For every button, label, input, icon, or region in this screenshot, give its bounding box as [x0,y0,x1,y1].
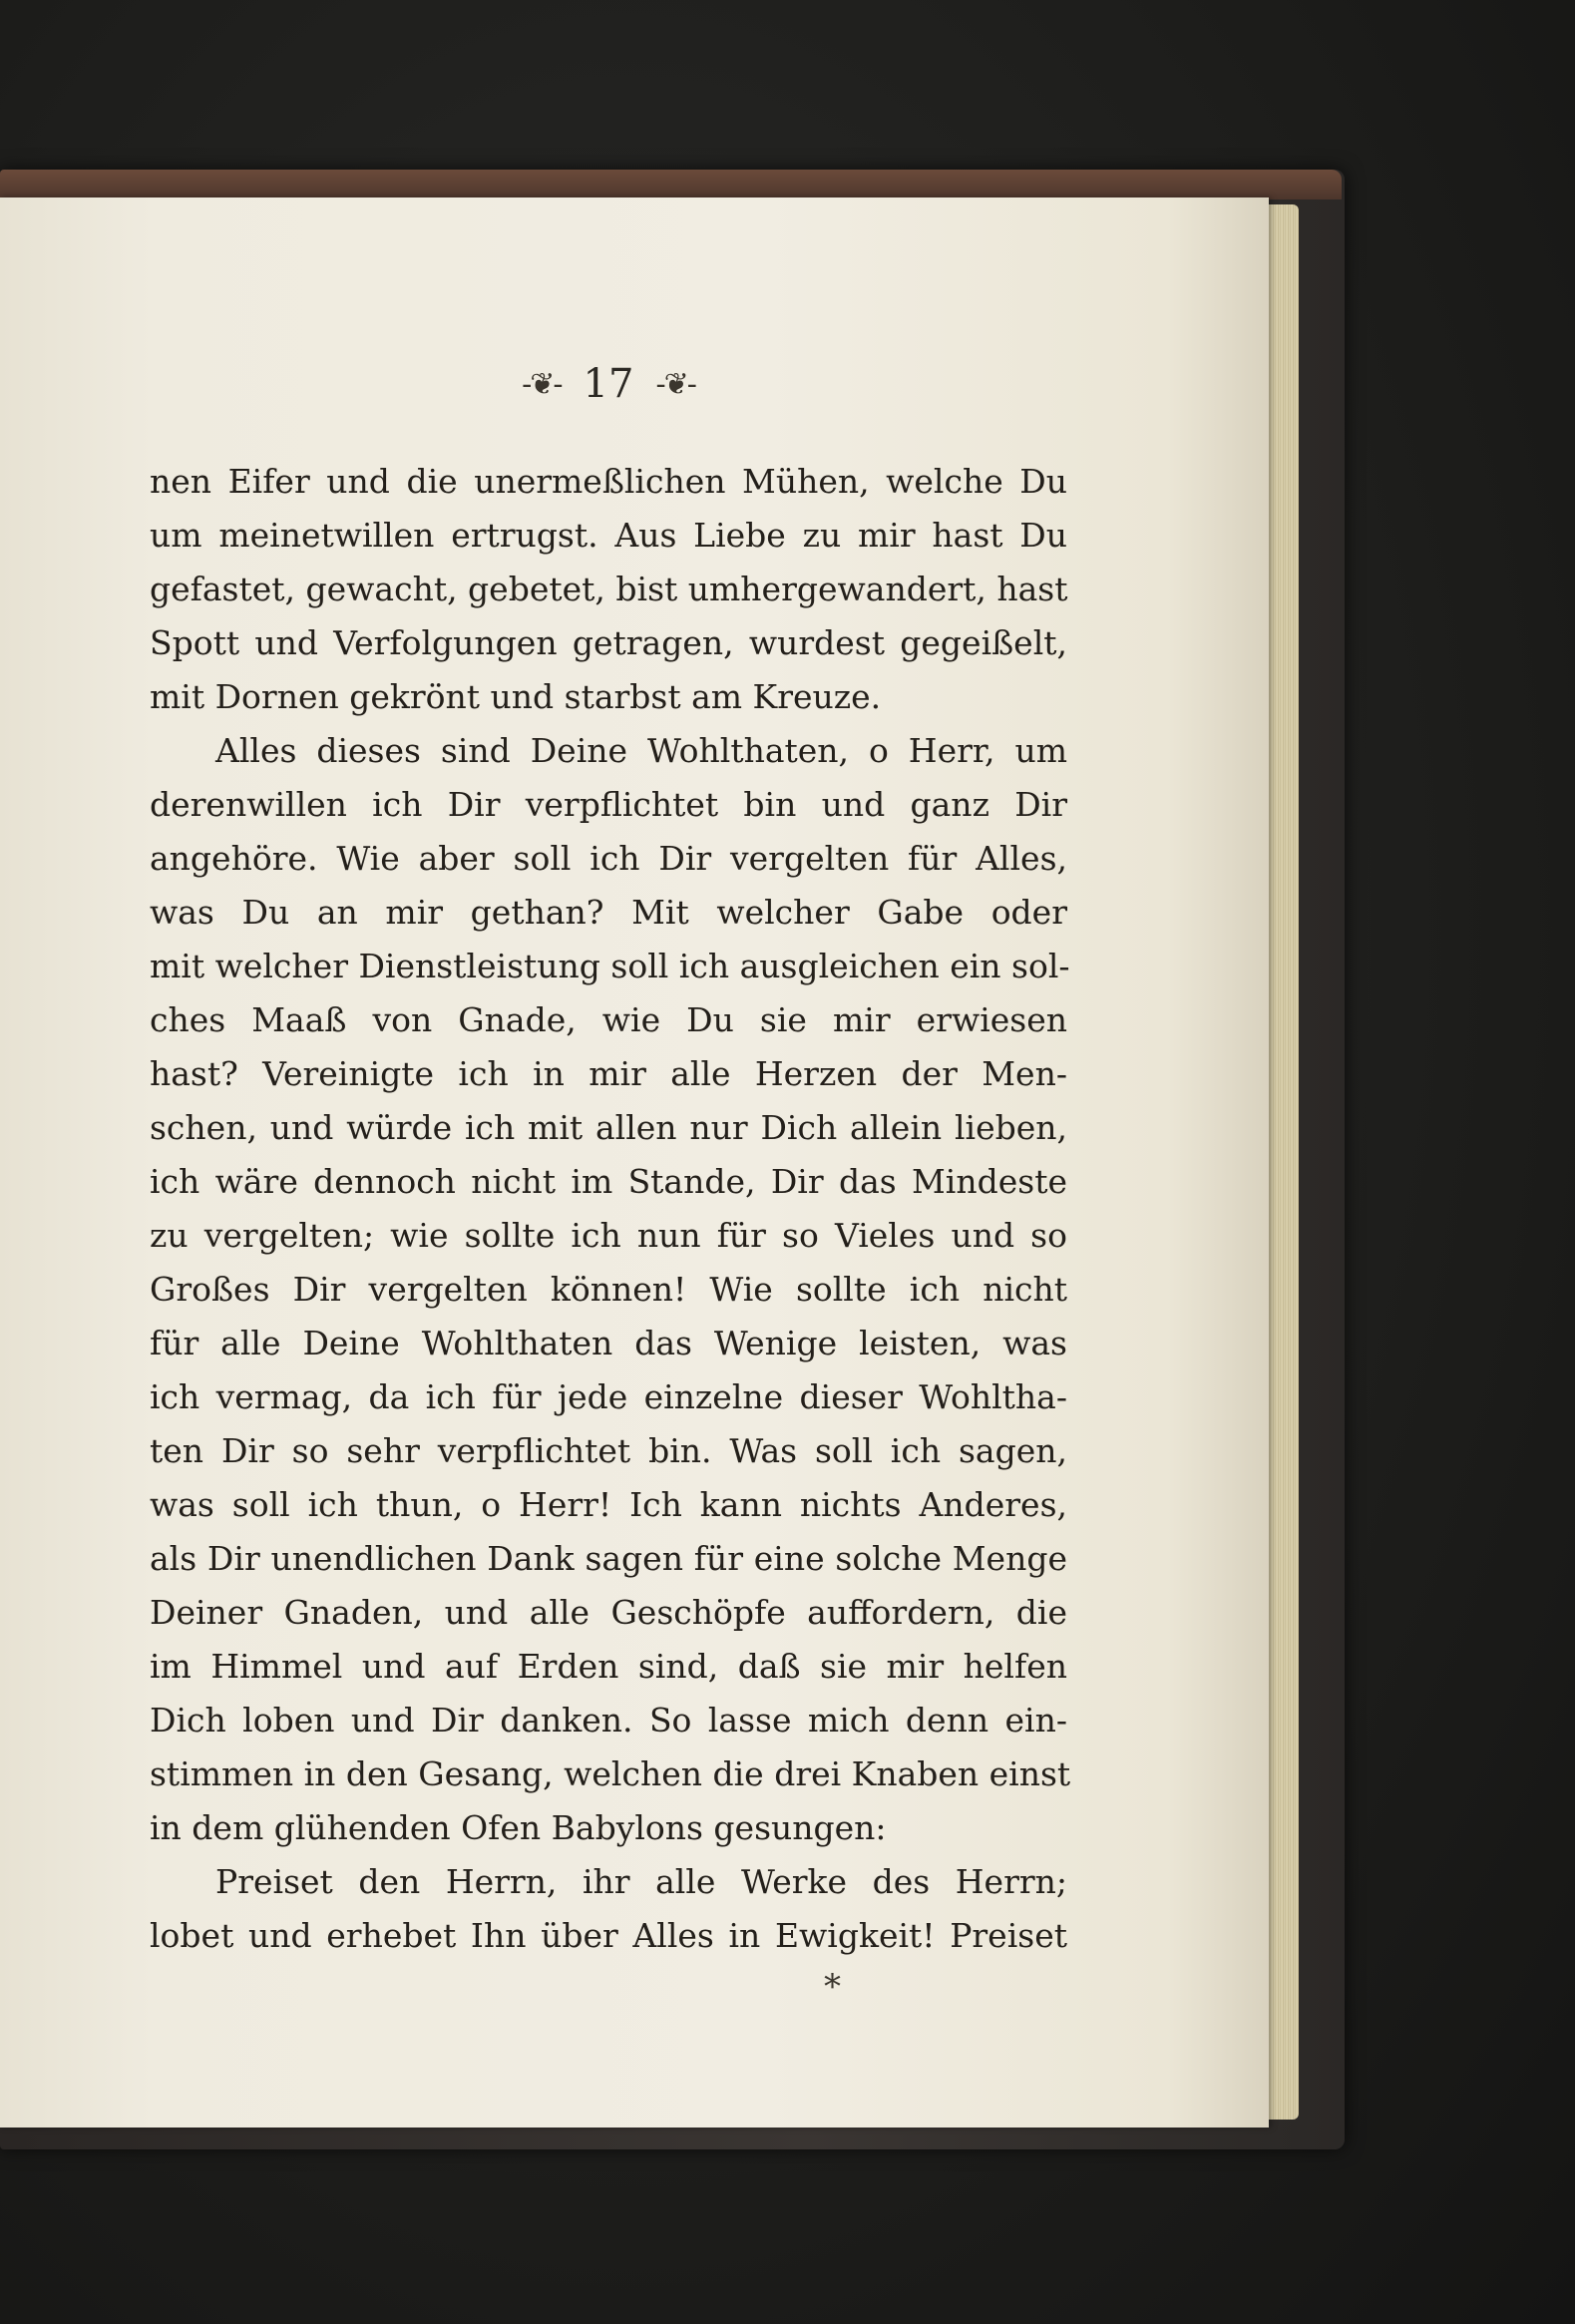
page-number: 17 [583,361,634,407]
ornament-left-icon: -❦- [522,366,562,402]
text-line: Preiset den Herrn, ihr alle Werke des Herrn; [215,1862,1067,1901]
text-line: im Himmel und auf Erden sind, daß sie mir helfen [150,1647,1067,1686]
text-line: mit welcher Dienstleistung soll ich ausgleichen ein sol- [150,947,1070,985]
text-line: mit Dornen gekrönt und starbst am Kreuze. [150,677,882,716]
text-line: gefastet, gewacht, gebetet, bist umhergewandert, hast [150,570,1068,608]
text-line: lobet und erhebet Ihn über Alles in Ewigkeit! Preiset [150,1916,1067,1955]
text-line: in dem glühenden Ofen Babylons gesungen: [150,1808,887,1847]
signature-mark: * [824,1967,841,2007]
text-line: für alle Deine Wohlthaten das Wenige leisten, was [150,1324,1067,1362]
text-line: als Dir unendlichen Dank sagen für eine solche Menge [150,1539,1067,1578]
text-line: Alles dieses sind Deine Wohlthaten, o Herr, um [215,731,1067,770]
body-text [150,455,1071,1963]
text-line: Großes Dir vergelten können! Wie sollte ich nicht [150,1270,1067,1309]
text-line: schen, und würde ich mit allen nur Dich allein lieben, [150,1108,1067,1147]
text-line: Spott und Verfolgungen getragen, wurdest gegeißelt, [150,623,1067,662]
text-line: ches Maaß von Gnade, wie Du sie mir erwiesen [150,1000,1067,1039]
text-line: stimmen in den Gesang, welchen die drei Knaben einst [150,1754,1071,1793]
text-line: Dich loben und Dir danken. So lasse mich denn ein- [150,1701,1067,1740]
text-line: was soll ich thun, o Herr! Ich kann nichts Anderes, [150,1485,1067,1524]
text-line: angehöre. Wie aber soll ich Dir vergelten für Alles, [150,839,1067,878]
text-line: Deiner Gnaden, und alle Geschöpfe auffordern, die [150,1593,1067,1632]
text-line: ten Dir so sehr verpflichtet bin. Was soll ich sagen, [150,1431,1067,1470]
text-line: derenwillen ich Dir verpflichtet bin und ganz Dir [150,785,1067,824]
text-line: hast? Vereinigte ich in mir alle Herzen der Men- [150,1054,1067,1093]
text-line: zu vergelten; wie sollte ich nun für so Vieles und so [150,1216,1067,1255]
ornament-right-icon: -❦- [655,366,695,402]
text-line: ich vermag, da ich für jede einzelne dieser Wohltha- [150,1377,1067,1416]
text-line: nen Eifer und die unermeßlichen Mühen, welche Du [150,462,1067,501]
page-header [459,354,758,414]
book-cover-top-edge [0,170,1342,199]
text-line: ich wäre dennoch nicht im Stande, Dir das Mindeste [150,1162,1067,1201]
text-line: was Du an mir gethan? Mit welcher Gabe oder [150,893,1067,932]
text-line: um meinetwillen ertrugst. Aus Liebe zu mir hast Du [150,516,1067,555]
